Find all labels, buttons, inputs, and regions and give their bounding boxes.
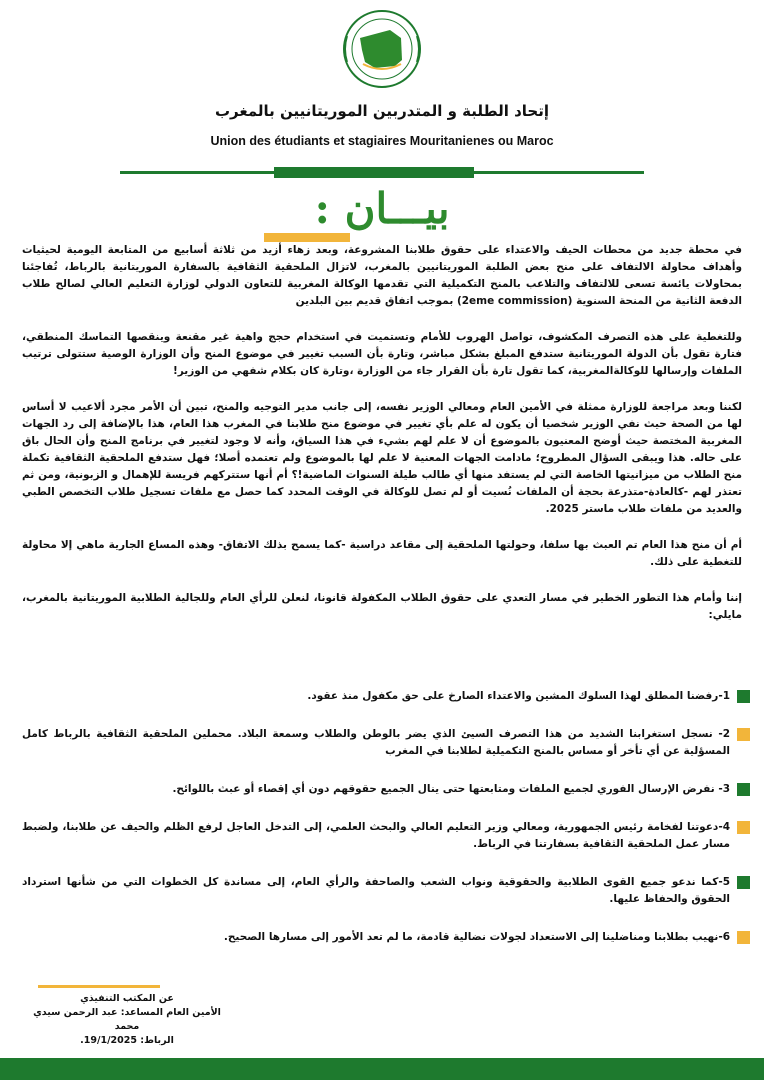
header-divider-left bbox=[120, 171, 274, 174]
demand-item bbox=[22, 726, 750, 760]
demand-text: 6-نهيب بطلابنا ومناضلينا إلى الاستعداد لجولات نضالية قادمة، ما لم تعد الأمور إلى مسارها الصحيح. bbox=[223, 931, 730, 943]
statement-title: بيـــان : bbox=[314, 184, 450, 233]
signature-office: عن المكتب التنفيذي bbox=[80, 993, 174, 1004]
square-bullet-icon bbox=[737, 821, 750, 834]
demand-text: 2- نسجل استغرابنا الشديد من هذا التصرف السيئ الذي يضر بالوطن والطلاب وسمعة البلاد. محملين الملحقية الثقافية بالرباط كامل المسؤلية عن أي تأخر أو مساس بالمنح التكميلية لطلابنا في المغرب bbox=[22, 728, 730, 757]
demand-text: 1-رفضنا المطلق لهذا السلوك المشين والاعتداء الصارخ على حق مكفول منذ عقود. bbox=[307, 690, 730, 702]
square-bullet-icon bbox=[737, 728, 750, 741]
demand-item bbox=[22, 781, 750, 798]
paragraph-ministry-review: لكننا وبعد مراجعة للوزارة ممثلة في الأمين العام ومعالي الوزير نفسه، إلى جانب مدير التوجيه والمنح، تبين أن الأمر مجرد ألاعيب لا أساس لها من الصحة حيث نفي الوزير شخصيا أن يكون له علم بأي تغيير في موضوع منح طلابنا في المغرب هذا العام، هذا بالإضافة إلى رد الجهات المغربية المختصة حيث أوضح المعنيون بالموضوع أن لا علم لهم بشيء في هذا السياق، وأنه لا وجود لتغيير في برنامج المنح وأن الحال باق على حاله. هذا ويبقى السؤال المطروح؛ مادامت الجهات المعنية لا علم لها بالموضوع ولم تعتمده أصلا؛ فهل ستدفع الملحقية الثقافية تكملة منح الطلاب من ميزانيتها الخاصة التي لم يستفد منها أي طالب طيلة السنوات الماضية!؟ أم أنها ستتركهم فريسة للإهمال و الزبونية، ومن ثم تعتذر لهم -كالعادة-متذرعة بحجة أن الملفات نُسيت أو لم تصل للوكالة في الوقت المحدد كما حصل مع ملفات تسجيل طلاب التخصص الطبي والعديد من ملفات طلاب ماستر 2025. bbox=[22, 401, 742, 515]
demand-item bbox=[22, 929, 750, 946]
signature-date: الرباط: 19/1/2025. bbox=[80, 1035, 174, 1046]
paragraph-question: أم أن منح هذا العام تم العبث بها سلفا، وحولتها الملحقية إلى مقاعد دراسية -كما يسمح بذلك الاتفاق- وهذه المساع الجارية ماهي إلا محاولة للتغطية على ذلك. bbox=[22, 539, 742, 568]
signature-block bbox=[22, 992, 232, 1048]
paragraph-announcement: إننا وأمام هذا التطور الخطير في مسار التعدي على حقوق الطلاب المكفولة قانونا، لنعلن للرأي العام وللجالية الطلابية الموريتانية بالمغرب، مايلي: bbox=[22, 592, 742, 621]
square-bullet-icon bbox=[737, 931, 750, 944]
signature-divider bbox=[38, 985, 160, 988]
square-bullet-icon bbox=[737, 876, 750, 889]
org-name-arabic: إتحاد الطلبة و المتدربين الموريتانيين بالمغرب bbox=[214, 102, 550, 120]
header-divider-center bbox=[274, 167, 474, 178]
paragraph-excuses: وللتغطية على هذه التصرف المكشوف، تواصل الهروب للأمام وتستميت في استخدام حجج واهية غير مقنعة وينقصها التماسك المنطقي، فتارة تقول بأن الدولة الموريتانية ستدفع المبلغ بشكل مباشر، وتارة بأن السبب تغيير في موضوع المنح وأن الوزارة الوصية ستتولى ترتيب الملفات وإرسالها للوكالةالمغربية، كما تقول تارة بأن القرار جاء من الوزارة ،وتارة كان بكلام شفهي من الوزير! bbox=[22, 331, 742, 377]
paragraph-intro: في محطة جديد من محطات الحيف والاعتداء على حقوق طلابنا المشروعة، وبعد زهاء أزيد من ثلاثة أسابيع من المتابعة اليومية لحيثيات وأهداف محاولة الالتفاف على منح بعض الطلبة الموريتانيين بالمغرب، لاتزال الملحقية الثقافية بالسفارة الموريتانية بالرباط، تُفاجئنا بمحاولات يائسة تسعى للالتفاف والتلاعب بالمنح التكميلية التي تقدمها الوكالة المغربية للتعاون الدولي لوزارة التعليم العالي لصالح طلاب الدفعة الثانية من المنحة السنوية (2eme commission) بموجب اتفاق قديم بين البلدين bbox=[22, 244, 742, 307]
demand-item bbox=[22, 819, 750, 853]
demand-item bbox=[22, 874, 750, 908]
statement-body bbox=[22, 242, 742, 643]
signature-name: الأمين العام المساعد: عبد الرحمن سيدي محمد bbox=[33, 1007, 221, 1032]
square-bullet-icon bbox=[737, 690, 750, 703]
footer-bar bbox=[0, 1058, 764, 1080]
demands-list bbox=[22, 688, 750, 946]
header-divider-right bbox=[474, 171, 644, 174]
demand-text: 5-كما ندعو جميع القوى الطلابية والحقوقية ونواب الشعب والصاحفة والرأي العام، إلى مساندة كل الخطوات التي من شأنها استرداد الحقوق والحفاظ عليها. bbox=[22, 876, 730, 905]
square-bullet-icon bbox=[737, 783, 750, 796]
demand-text: 3- نفرض الإرسال الفوري لجميع الملفات ومتابعتها حتى ينال الجميع حقوقهم دون أي إقصاء أو عبث باللوائح. bbox=[172, 783, 730, 795]
demand-text: 4-دعوتنا لفخامة رئيس الجمهورية، ومعالي وزير التعليم العالي والبحث العلمي، إلى التدخل العاجل لرفع الظلم والحيف عن طلابنا، ولضبط مسار عمل الملحقية الثقافية بسفارتنا في الرباط. bbox=[22, 821, 730, 850]
org-name-french: Union des étudiants et stagiaires Mouritanienes ou Maroc bbox=[210, 134, 554, 148]
mauritania-map-emblem-icon bbox=[335, 8, 429, 90]
title-underline bbox=[264, 233, 350, 242]
demand-item bbox=[22, 688, 750, 705]
